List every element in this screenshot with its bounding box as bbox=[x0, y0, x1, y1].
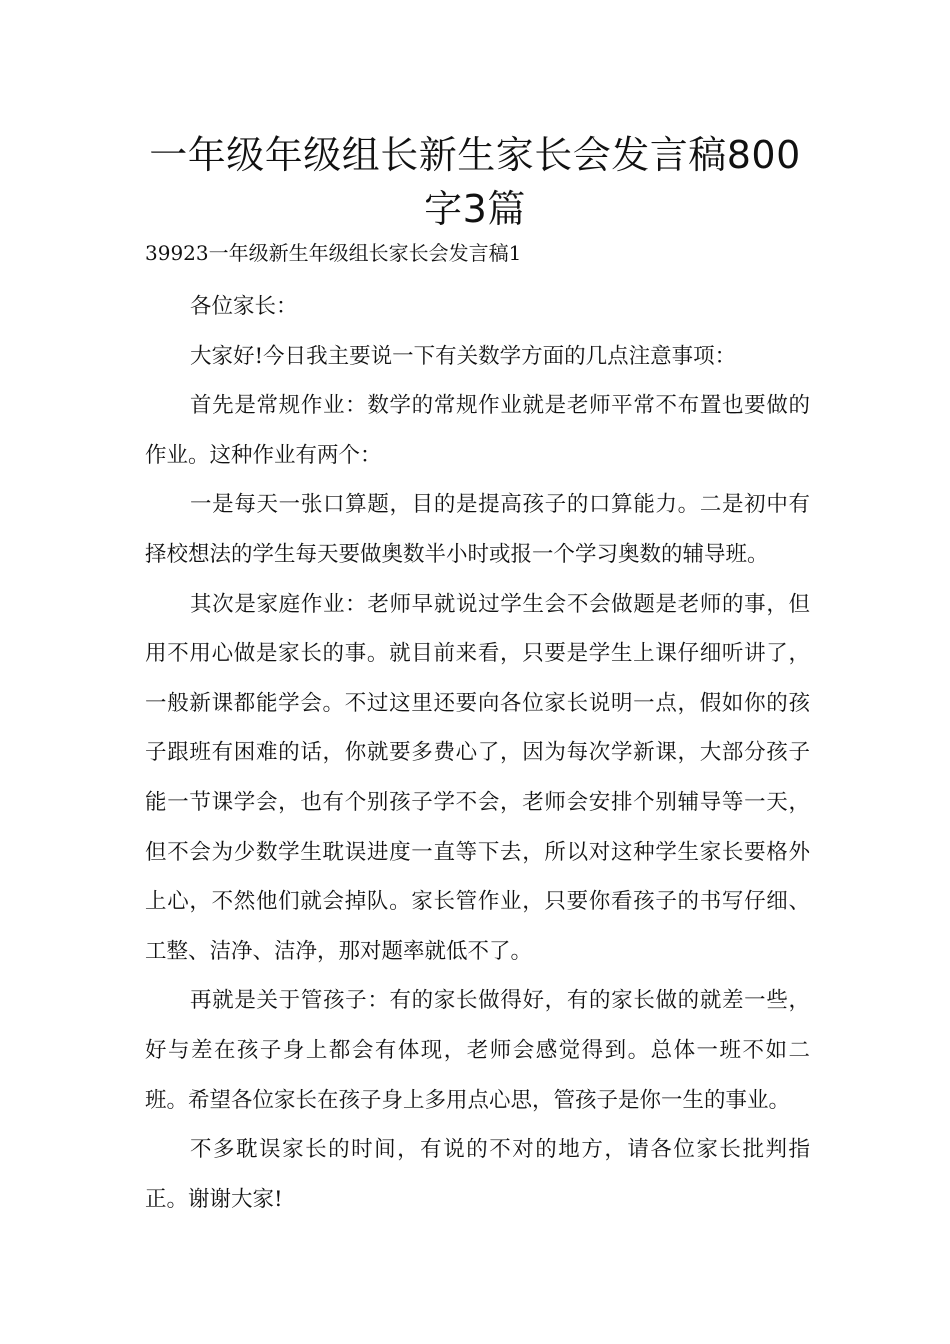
paragraph-family-homework: 其次是家庭作业：老师早就说过学生会不会做题是老师的事，但用不用心做是家长的事。就目前来看，只要是学生上课仔细听讲了，一般新课都能学会。不过这里还要向各位家长说明一点，假如你的孩子跟班有困难的话，你就要多费心了，因为每次学新课，大部分孩子能一节课学会，也有个别孩子学不会，老师会安排个别辅导等一天，但不会为少数学生耽误进度一直等下去，所以对这种学生家长要格外上心，不然他们就会掉队。家长管作业，只要你看孩子的书写仔细、工整、洁净、洁净，那对题率就低不了。 bbox=[145, 591, 810, 964]
title-line-2: 字3篇 bbox=[424, 187, 526, 231]
paragraph-greeting: 各位家长： bbox=[190, 294, 298, 319]
paragraph-two-items: 一是每天一张口算题，目的是提高孩子的口算能力。二是初中有择校想法的学生每天要做奥数半小时或报一个学习奥数的辅导班。 bbox=[145, 492, 810, 567]
paragraph-managing-children: 再就是关于管孩子：有的家长做得好，有的家长做的就差一些，好与差在孩子身上都会有体现，老师会感觉得到。总体一班不如二班。希望各位家长在孩子身上多用点心思，管孩子是你一生的事业。 bbox=[145, 988, 810, 1113]
document-subtitle: 39923一年级新生年级组长家长会发言稿1 bbox=[145, 241, 522, 265]
title-line-1: 一年级年级组长新生家长会发言稿800 bbox=[149, 133, 801, 177]
document-title bbox=[120, 128, 830, 236]
paragraph-closing: 不多耽误家长的时间，有说的不对的地方，请各位家长批判指正。谢谢大家! bbox=[145, 1137, 810, 1212]
document-body bbox=[145, 282, 810, 1224]
paragraph-routine-homework: 首先是常规作业：数学的常规作业就是老师平常不布置也要做的作业。这种作业有两个： bbox=[145, 393, 810, 468]
paragraph-intro: 大家好!今日我主要说一下有关数学方面的几点注意事项： bbox=[190, 343, 737, 369]
